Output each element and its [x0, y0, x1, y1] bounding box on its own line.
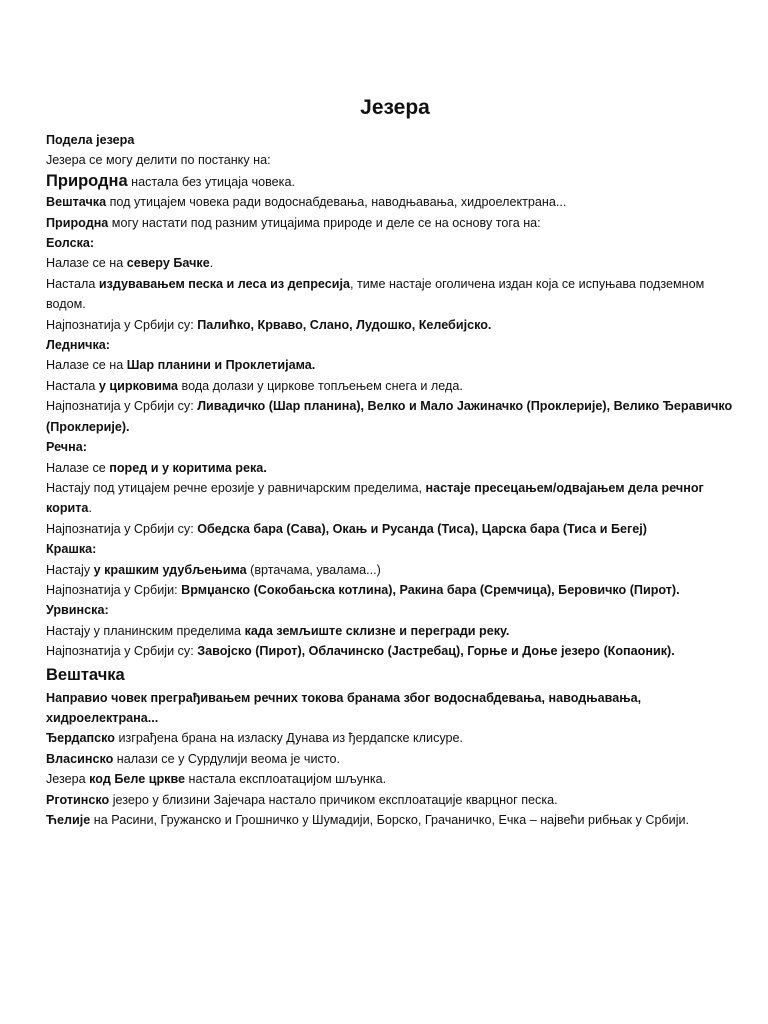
- paragraph: [46, 580, 736, 600]
- paragraph: [46, 130, 736, 150]
- text-run: Настају: [46, 562, 94, 577]
- text-run: код Беле цркве: [89, 772, 186, 787]
- text-run: Најпознатија у Србији су:: [46, 399, 198, 414]
- text-run: северу Бачке: [126, 256, 210, 271]
- text-run: када земљиште склизне и перегради реку.: [244, 623, 510, 638]
- paragraph: [46, 621, 736, 641]
- paragraph: [46, 749, 736, 769]
- text-run: Урвинска:: [46, 603, 109, 618]
- text-run: Природна: [46, 215, 109, 230]
- paragraph: [46, 315, 736, 335]
- paragraph: [46, 335, 736, 355]
- paragraph: [46, 560, 736, 580]
- paragraph: [46, 688, 736, 729]
- text-run: Ледничка:: [46, 338, 110, 353]
- text-run: (вртачама, увалама...): [246, 562, 381, 577]
- paragraph: [46, 150, 736, 170]
- text-run: Завојско (Пирот), Облачинско (Јастребац), Горње и Доње језеро (Копаоник).: [197, 644, 675, 659]
- paragraph: [46, 810, 736, 830]
- text-run: изграђена брана на изласку Дунава из ђердапске клисуре.: [114, 731, 464, 746]
- text-run: Ћелије: [46, 813, 91, 827]
- paragraph: [46, 641, 736, 661]
- text-run: Налазе се на: [46, 358, 127, 373]
- paragraph: [46, 274, 736, 315]
- paragraph: [46, 769, 736, 789]
- text-run: Крашка:: [46, 542, 97, 557]
- text-run: Шар планини и Проклетијама.: [126, 358, 316, 373]
- paragraph: [46, 519, 736, 539]
- text-run: Природна: [46, 171, 128, 190]
- paragraph: [46, 376, 736, 396]
- text-run: настала експлоатацијом шљунка.: [185, 772, 387, 787]
- text-run: на Расини, Гружанско и Грошничко у Шумадији, Борско, Грачаничко, Ечка – највећи рибњак у Србији.: [90, 813, 690, 827]
- text-run: Најпознатија у Србији су:: [46, 644, 198, 659]
- paragraph: [46, 437, 736, 457]
- paragraph: [46, 355, 736, 375]
- text-run: Настала: [46, 378, 99, 393]
- text-run: Рготинско: [46, 792, 110, 807]
- text-run: Настају под утицајем речне ерозије у равничарским пределима,: [46, 480, 426, 495]
- text-run: Налазе се: [46, 460, 110, 475]
- paragraph: [46, 192, 736, 212]
- paragraph: [46, 600, 736, 620]
- text-run: Речна:: [46, 440, 87, 455]
- text-run: Власинско: [46, 751, 114, 766]
- text-run: .: [209, 256, 214, 271]
- text-run: Настају у планинским пределима: [46, 623, 245, 638]
- text-run: налази се у Сурдулији веома је чисто.: [113, 751, 340, 766]
- text-run: Најпознатија у Србији:: [46, 582, 182, 597]
- document-page: [46, 96, 736, 830]
- text-run: Вештачка: [46, 665, 125, 684]
- text-run: у крашким удубљењима: [93, 562, 247, 577]
- text-run: .: [88, 501, 92, 516]
- text-run: Вештачка: [46, 195, 107, 210]
- text-run: Најпознатија у Србији су:: [46, 317, 198, 332]
- text-run: Еолска:: [46, 236, 95, 251]
- paragraph: [46, 396, 736, 437]
- text-run: Подела језера: [46, 133, 135, 147]
- text-run: Обедска бара (Сава), Окањ и Русанда (Тиса), Царска бара (Тиса и Бегеј): [197, 521, 647, 536]
- paragraph: [46, 233, 736, 253]
- text-run: , тиме настаје оголичена издан која се испуњава подземном водом.: [46, 276, 705, 312]
- text-run: настала без утицаја човека.: [127, 174, 295, 189]
- text-run: вода долази у циркове топљењем снега и леда.: [178, 378, 463, 393]
- paragraph: [46, 213, 736, 233]
- paragraph: [46, 478, 736, 519]
- text-run: Палићко, Крваво, Слано, Лудошко, Келебијско.: [197, 317, 492, 332]
- text-run: Направио човек преграђивањем речних токова бранама због водоснабдевања, наводњавања, хидроелектрана...: [46, 690, 642, 725]
- text-run: Врмџанско (Сокобањска котлина), Ракина бара (Сремчица), Беровичко (Пирот).: [181, 582, 680, 597]
- text-run: језеро у близини Зајечара настало причиком експлоатације кварцног песка.: [109, 792, 558, 807]
- paragraph: [46, 253, 736, 273]
- text-run: под утицајем човека ради водоснабдевања, наводњавања, хидроелектрана...: [106, 195, 567, 210]
- text-run: издувавањем песка и леса из депресија: [98, 276, 350, 291]
- text-run: Најпознатија у Србији су:: [46, 521, 198, 536]
- text-run: Ђердапско: [46, 731, 115, 746]
- paragraph: [46, 728, 736, 748]
- text-run: настаје пресецањем/одвајањем дела речног корита: [46, 480, 704, 516]
- text-run: Језера се могу делити по постанку на:: [46, 153, 271, 168]
- paragraph: [46, 171, 736, 192]
- text-run: поред и у коритима река.: [109, 460, 267, 475]
- text-run: могу настати под разним утицајима природе и деле се на основу тога на:: [108, 215, 541, 230]
- text-run: у цирковима: [98, 378, 179, 393]
- text-run: Ливадичко (Шар планина), Велко и Мало Јажиначко (Проклерије), Велико Ђеравичко (Проклерије).: [46, 399, 733, 434]
- text-run: Налазе се на: [46, 256, 127, 271]
- text-run: Настала: [46, 276, 99, 291]
- paragraph: [46, 790, 736, 810]
- section-heading: [46, 662, 736, 688]
- document-body: [46, 130, 736, 830]
- text-run: Језера: [46, 772, 90, 787]
- document-title: Језера: [360, 96, 430, 119]
- paragraph: [46, 458, 736, 478]
- paragraph: [46, 539, 736, 559]
